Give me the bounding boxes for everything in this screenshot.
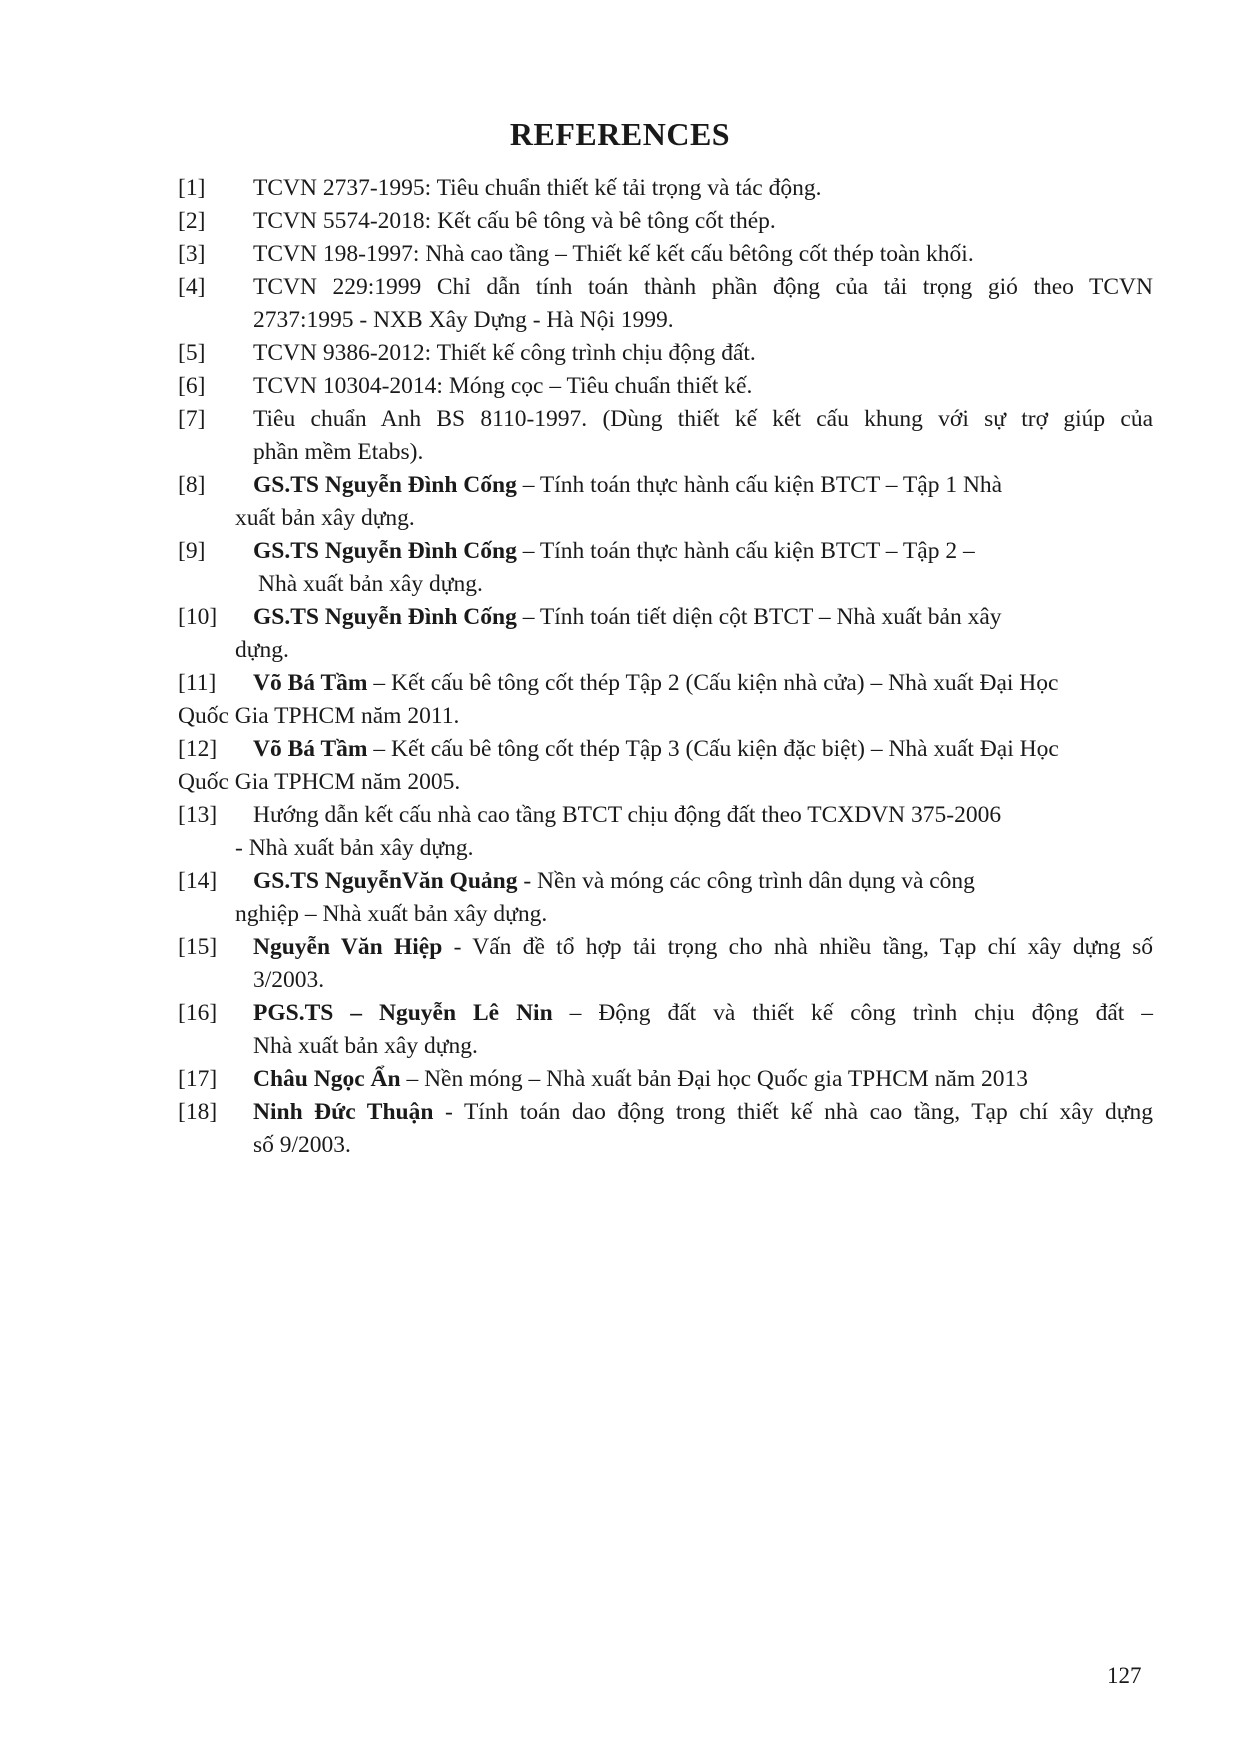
reference-number: [12] bbox=[178, 736, 218, 762]
reference-number: [2] bbox=[178, 208, 206, 234]
reference-title: TCVN 198-1997: Nhà cao tầng – Thiết kế kết cấu bêtông cốt thép toàn khối. bbox=[253, 241, 974, 267]
reference-number: [16] bbox=[178, 1000, 218, 1026]
reference-item bbox=[178, 238, 1153, 271]
reference-author: Ninh Đức Thuận bbox=[253, 1099, 434, 1125]
reference-item bbox=[178, 403, 1153, 469]
reference-continuation: nghiệp – Nhà xuất bản xây dựng. bbox=[235, 901, 548, 927]
reference-item bbox=[178, 535, 1153, 601]
reference-item bbox=[178, 172, 1153, 205]
reference-item bbox=[178, 469, 1153, 535]
reference-number: [4] bbox=[178, 274, 206, 300]
reference-item bbox=[178, 205, 1153, 238]
reference-text bbox=[178, 370, 1153, 403]
reference-title: TCVN 5574-2018: Kết cấu bê tông và bê tông cốt thép. bbox=[253, 208, 776, 234]
reference-title: TCVN 9386-2012: Thiết kế công trình chịu động đất. bbox=[253, 340, 756, 366]
reference-item bbox=[178, 799, 1153, 865]
reference-text bbox=[178, 238, 1153, 271]
reference-item bbox=[178, 931, 1153, 997]
reference-item bbox=[178, 997, 1153, 1063]
reference-item bbox=[178, 733, 1153, 799]
reference-item bbox=[178, 271, 1153, 337]
page-title: REFERENCES bbox=[509, 116, 731, 152]
reference-continuation: 3/2003. bbox=[253, 967, 325, 993]
reference-continuation: Quốc Gia TPHCM năm 2011. bbox=[178, 703, 460, 729]
reference-list bbox=[178, 172, 1153, 1162]
reference-title: Tiêu chuẩn Anh BS 8110-1997. (Dùng thiết kế kết cấu khung với sự trợ giúp của bbox=[253, 406, 1153, 432]
reference-title: - Nền và móng các công trình dân dụng và công bbox=[517, 868, 975, 894]
reference-continuation: Quốc Gia TPHCM năm 2005. bbox=[178, 769, 461, 795]
reference-text bbox=[178, 1096, 1153, 1129]
reference-number: [14] bbox=[178, 868, 218, 894]
reference-number: [8] bbox=[178, 472, 206, 498]
reference-item bbox=[178, 337, 1153, 370]
reference-title: - Vấn đề tổ hợp tải trọng cho nhà nhiều tầng, Tạp chí xây dựng số bbox=[442, 934, 1153, 960]
reference-number: [15] bbox=[178, 934, 218, 960]
reference-continuation: xuất bản xây dựng. bbox=[235, 505, 415, 531]
reference-title: – Tính toán thực hành cấu kiện BTCT – Tập 2 – bbox=[516, 538, 975, 564]
reference-text bbox=[178, 271, 1153, 304]
reference-text bbox=[178, 337, 1153, 370]
reference-title: – Nền móng – Nhà xuất bản Đại học Quốc gia TPHCM năm 2013 bbox=[400, 1066, 1029, 1092]
reference-author: GS.TS Nguyễn Đình Cống bbox=[253, 472, 517, 498]
reference-text bbox=[178, 1063, 1153, 1096]
reference-author: Võ Bá Tầm bbox=[253, 670, 368, 696]
reference-title: TCVN 229:1999 Chỉ dẫn tính toán thành phần động của tải trọng gió theo TCVN bbox=[253, 274, 1153, 300]
reference-item bbox=[178, 1063, 1153, 1096]
reference-number: [6] bbox=[178, 373, 206, 399]
reference-number: [5] bbox=[178, 340, 206, 366]
reference-continuation: Nhà xuất bản xây dựng. bbox=[253, 1033, 478, 1059]
reference-title: – Động đất và thiết kế công trình chịu động đất – bbox=[552, 1000, 1153, 1026]
reference-number: [1] bbox=[178, 175, 206, 201]
page-number: 127 bbox=[1107, 1663, 1142, 1688]
reference-title: – Tính toán thực hành cấu kiện BTCT – Tập 1 Nhà bbox=[516, 472, 1003, 498]
reference-title: – Kết cấu bê tông cốt thép Tập 2 (Cấu kiện nhà cửa) – Nhà xuất Đại Học bbox=[367, 670, 1059, 696]
reference-text bbox=[178, 172, 1153, 205]
reference-title: – Kết cấu bê tông cốt thép Tập 3 (Cấu kiện đặc biệt) – Nhà xuất Đại Học bbox=[367, 736, 1059, 762]
reference-title: TCVN 2737-1995: Tiêu chuẩn thiết kế tải trọng và tác động. bbox=[253, 175, 822, 201]
reference-text bbox=[178, 535, 1153, 568]
reference-item bbox=[178, 370, 1153, 403]
reference-title: - Tính toán dao động trong thiết kế nhà cao tầng, Tạp chí xây dựng bbox=[433, 1099, 1153, 1125]
reference-author: GS.TS Nguyễn Đình Cống bbox=[253, 604, 517, 630]
reference-text bbox=[178, 403, 1153, 436]
reference-item bbox=[178, 667, 1153, 733]
reference-number: [3] bbox=[178, 241, 206, 267]
reference-author: Châu Ngọc Ẩn bbox=[253, 1066, 401, 1092]
reference-continuation: phần mềm Etabs). bbox=[253, 439, 424, 465]
reference-number: [7] bbox=[178, 406, 206, 432]
reference-text bbox=[178, 601, 1153, 634]
reference-number: [11] bbox=[178, 670, 217, 696]
reference-text bbox=[178, 733, 1153, 766]
reference-text bbox=[178, 865, 1153, 898]
reference-text bbox=[178, 997, 1153, 1030]
reference-text bbox=[178, 799, 1153, 832]
reference-continuation: số 9/2003. bbox=[253, 1132, 351, 1158]
reference-continuation: 2737:1995 - NXB Xây Dựng - Hà Nội 1999. bbox=[253, 307, 674, 333]
reference-text bbox=[178, 205, 1153, 238]
reference-title: TCVN 10304-2014: Móng cọc – Tiêu chuẩn thiết kế. bbox=[253, 373, 753, 399]
reference-number: [13] bbox=[178, 802, 218, 828]
reference-item bbox=[178, 865, 1153, 931]
reference-title: Hướng dẫn kết cấu nhà cao tầng BTCT chịu động đất theo TCXDVN 375-2006 bbox=[253, 802, 1002, 828]
reference-number: [17] bbox=[178, 1066, 218, 1092]
reference-continuation: dựng. bbox=[235, 637, 289, 663]
reference-author: PGS.TS – Nguyễn Lê Nin bbox=[253, 1000, 553, 1026]
reference-author: Nguyễn Văn Hiệp bbox=[253, 934, 443, 960]
reference-author: GS.TS NguyễnVăn Quảng bbox=[253, 868, 518, 894]
reference-number: [9] bbox=[178, 538, 206, 564]
reference-item bbox=[178, 1096, 1153, 1162]
reference-number: [10] bbox=[178, 604, 218, 630]
reference-author: GS.TS Nguyễn Đình Cống bbox=[253, 538, 517, 564]
reference-title: – Tính toán tiết diện cột BTCT – Nhà xuất bản xây bbox=[516, 604, 1002, 630]
reference-text bbox=[178, 469, 1153, 502]
reference-text bbox=[178, 667, 1153, 700]
reference-author: Võ Bá Tầm bbox=[253, 736, 368, 762]
reference-item bbox=[178, 601, 1153, 667]
reference-number: [18] bbox=[178, 1099, 218, 1125]
reference-text bbox=[178, 931, 1153, 964]
reference-continuation: - Nhà xuất bản xây dựng. bbox=[235, 835, 474, 861]
reference-continuation: Nhà xuất bản xây dựng. bbox=[258, 571, 483, 597]
